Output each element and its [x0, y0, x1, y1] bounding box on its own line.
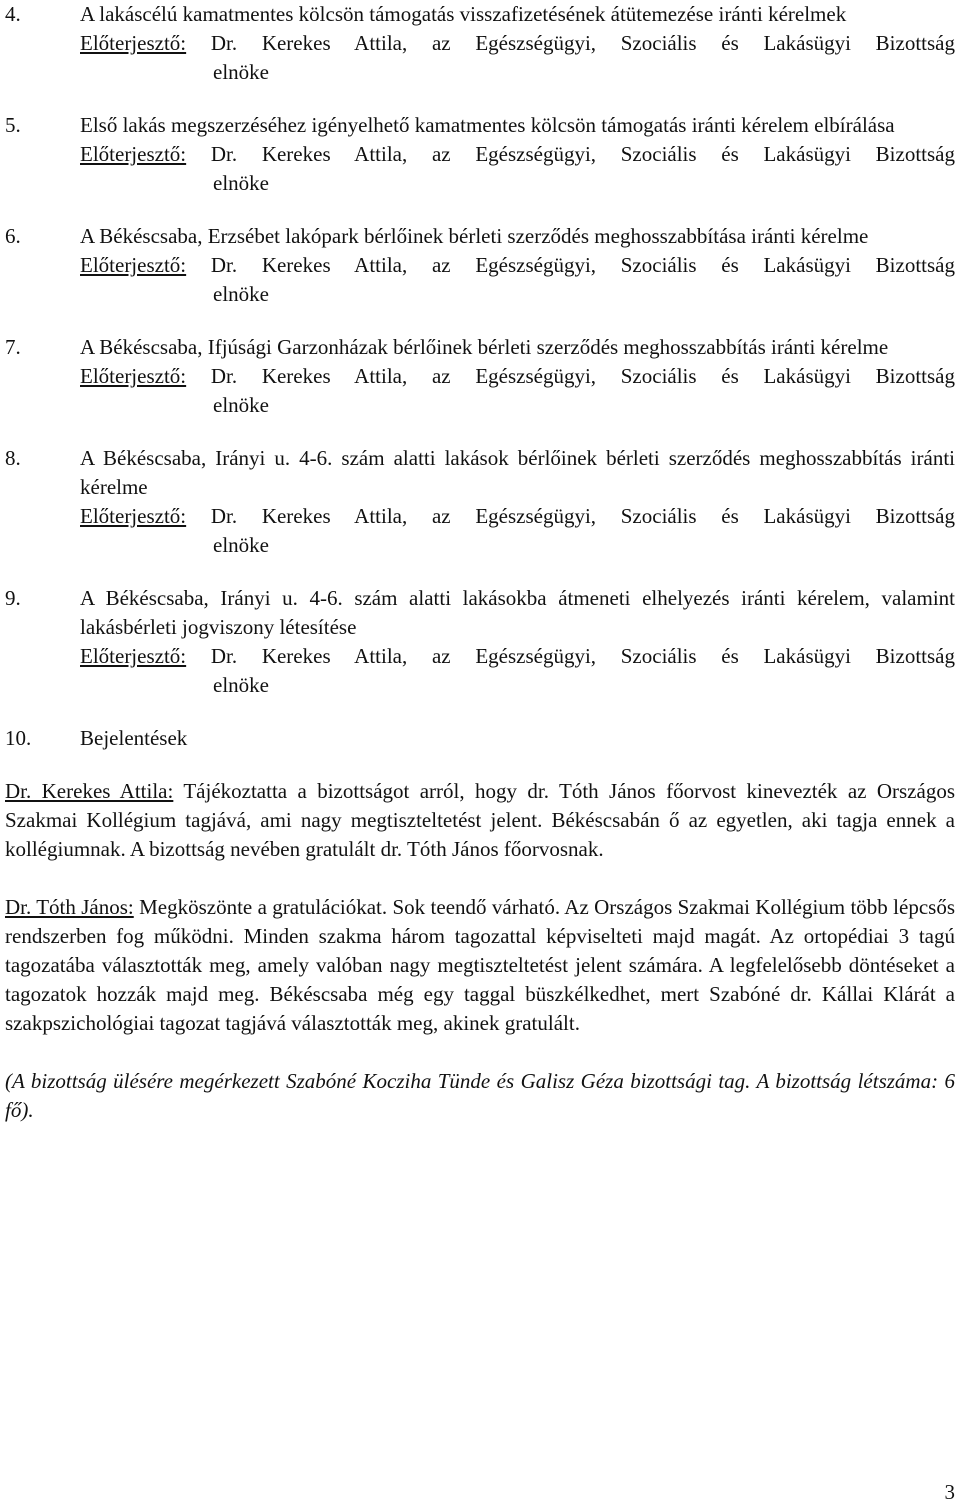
- presenter-name: Dr. Kerekes Attila, az Egészségügyi, Szociális és Lakásügyi Bizottság: [210, 364, 955, 388]
- statement-toth: [5, 893, 955, 1038]
- statement-kerekes: [5, 777, 955, 864]
- agenda-number: 4.: [5, 2, 21, 26]
- agenda-number: 8.: [5, 446, 21, 470]
- presenter-role: elnöke: [213, 171, 269, 195]
- presenter-label: Előterjesztő:: [80, 253, 187, 277]
- presenter-line: [80, 362, 955, 391]
- agenda-number: 6.: [5, 224, 21, 248]
- statement-text: Tájékoztatta a bizottságot arról, hogy dr. Tóth János főorvost kinevezték az Országos Szakmai Kollégium tagjává, ami nagy megtiszteltetést jelent. Békéscsabán ő az egyetlen, aki tagja ennek a kollégiumnak. A bizottság nevében gratulált dr. Tóth János főorvosnak.: [5, 779, 955, 861]
- agenda-title: A Békéscsaba, Ifjúsági Garzonházak bérlőinek bérleti szerződés meghosszabbítás iránti kérelme: [80, 335, 889, 359]
- statement-text: Megköszönte a gratulációkat. Sok teendő várható. Az Országos Szakmai Kollégium több lépcsős rendszerben fog működni. Minden szakma három tagozattal képviselteti majd magát. Az ortopédiai 3 tagú tagozatába választották meg, amely valóban nagy megtiszteltetést jelent számára. A legfelelősebb döntéseket a tagozatok hozzák majd meg. Békéscsaba még egy taggal büszkélkedhet, mert Szabóné dr. Kállai Klárát a szakpszichológiai tagozat tagjává választották meg, akinek gratulált.: [5, 895, 955, 1035]
- presenter-line: [80, 502, 955, 531]
- presenter-line: [80, 29, 955, 58]
- agenda-number: 10.: [5, 726, 32, 750]
- agenda-number: 5.: [5, 113, 21, 137]
- agenda-title: Bejelentések: [80, 726, 188, 750]
- page-number: 3: [944, 1480, 955, 1504]
- speaker-name: Dr. Kerekes Attila:: [5, 779, 174, 803]
- presenter-label: Előterjesztő:: [80, 644, 187, 668]
- presenter-label: Előterjesztő:: [80, 31, 187, 55]
- agenda-title: Első lakás megszerzéséhez igényelhető kamatmentes kölcsön támogatás iránti kérelem elbírálása: [80, 113, 895, 137]
- speaker-name: Dr. Tóth János:: [5, 895, 134, 919]
- presenter-label: Előterjesztő:: [80, 142, 187, 166]
- presenter-label: Előterjesztő:: [80, 504, 187, 528]
- agenda-title: A Békéscsaba, Irányi u. 4-6. szám alatti lakásokba átmeneti elhelyezés iránti kérelem, valamint lakásbérleti jogviszony létesítése: [80, 586, 955, 639]
- attendance-note: (A bizottság ülésére megérkezett Szabóné Kocziha Tünde és Galisz Géza bizottsági tag. A bizottság létszáma: 6 fő).: [5, 1069, 955, 1122]
- presenter-name: Dr. Kerekes Attila, az Egészségügyi, Szociális és Lakásügyi Bizottság: [210, 253, 955, 277]
- agenda-title: A lakáscélú kamatmentes kölcsön támogatás visszafizetésének átütemezése iránti kérelmek: [80, 2, 847, 26]
- presenter-name: Dr. Kerekes Attila, az Egészségügyi, Szociális és Lakásügyi Bizottság: [210, 31, 955, 55]
- agenda-title: A Békéscsaba, Irányi u. 4-6. szám alatti lakások bérlőinek bérleti szerződés meghosszabbítás iránti kérelme: [80, 446, 955, 499]
- presenter-role: elnöke: [213, 673, 269, 697]
- agenda-list: [5, 0, 955, 753]
- agenda-item-6: [5, 222, 955, 309]
- document-page: [5, 0, 955, 1125]
- agenda-item-8: [5, 444, 955, 560]
- presenter-role: elnöke: [213, 282, 269, 306]
- agenda-number: 9.: [5, 586, 21, 610]
- agenda-number: 7.: [5, 335, 21, 359]
- agenda-title: A Békéscsaba, Erzsébet lakópark bérlőinek bérleti szerződés meghosszabbítása iránti kérelme: [80, 224, 869, 248]
- presenter-label: Előterjesztő:: [80, 364, 187, 388]
- agenda-item-10: [5, 724, 955, 753]
- presenter-name: Dr. Kerekes Attila, az Egészségügyi, Szociális és Lakásügyi Bizottság: [210, 644, 955, 668]
- presenter-name: Dr. Kerekes Attila, az Egészségügyi, Szociális és Lakásügyi Bizottság: [210, 142, 955, 166]
- presenter-role: elnöke: [213, 60, 269, 84]
- agenda-item-5: [5, 111, 955, 198]
- presenter-line: [80, 251, 955, 280]
- agenda-item-9: [5, 584, 955, 700]
- agenda-item-4: [5, 0, 955, 87]
- presenter-role: elnöke: [213, 393, 269, 417]
- presenter-line: [80, 642, 955, 671]
- agenda-item-7: [5, 333, 955, 420]
- presenter-name: Dr. Kerekes Attila, az Egészségügyi, Szociális és Lakásügyi Bizottság: [210, 504, 955, 528]
- presenter-role: elnöke: [213, 533, 269, 557]
- presenter-line: [80, 140, 955, 169]
